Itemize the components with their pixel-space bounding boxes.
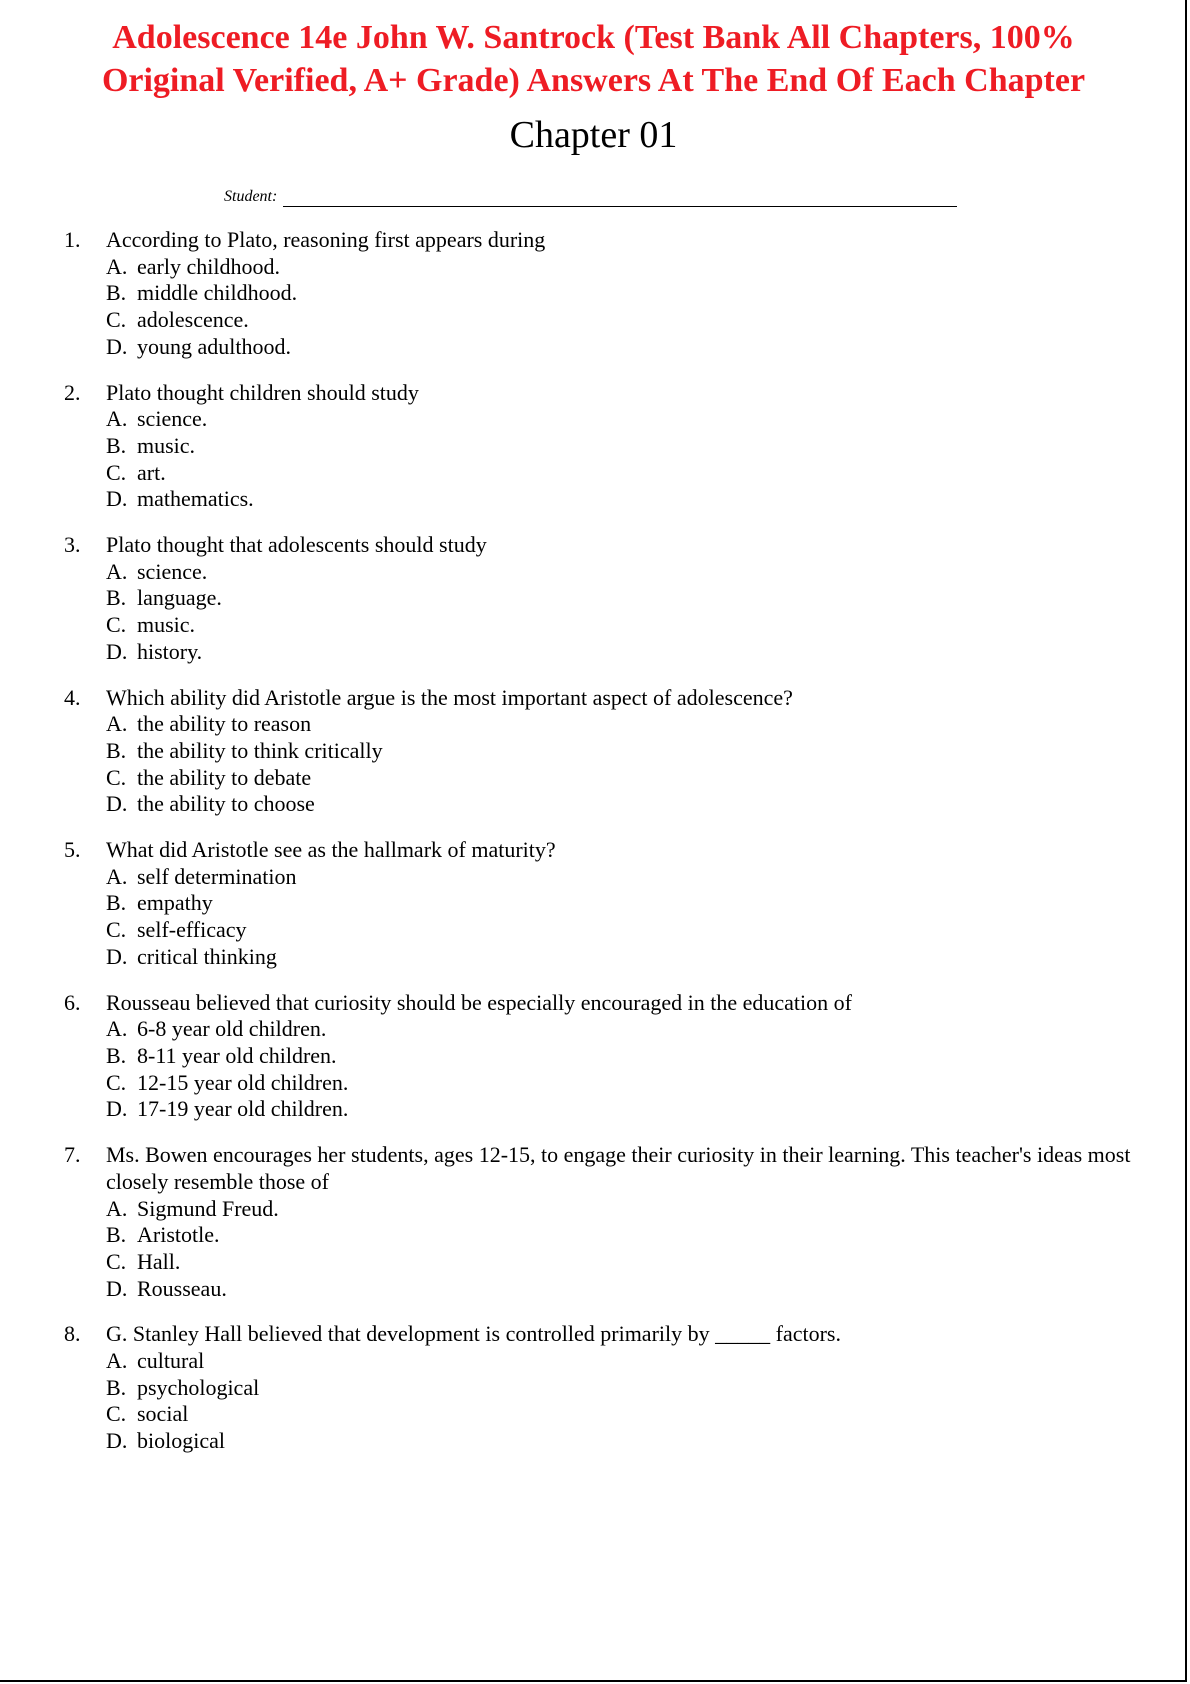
question-number: 4.: [64, 684, 81, 710]
question-item: [64, 380, 1154, 514]
option-text: the ability to reason: [137, 711, 312, 737]
answer-option: [106, 1096, 1154, 1123]
question-number: 1.: [64, 227, 81, 252]
question-number: 5.: [64, 837, 81, 863]
question-list: [64, 227, 1154, 1474]
option-text: art.: [137, 459, 166, 485]
option-text: Sigmund Freud.: [137, 1195, 279, 1221]
question-number: 6.: [64, 989, 81, 1015]
answer-option: [106, 1428, 1154, 1455]
question-item: [64, 1142, 1154, 1302]
option-letter: B.: [106, 280, 127, 306]
option-text: music.: [137, 612, 196, 638]
answer-option: [106, 254, 1154, 281]
option-text: Aristotle.: [137, 1222, 220, 1248]
answer-option: [106, 406, 1154, 433]
option-letter: B.: [106, 585, 127, 611]
student-name-row: [224, 183, 957, 207]
question-body: [106, 227, 1154, 361]
answer-option: [106, 486, 1154, 513]
answer-option: [106, 1401, 1154, 1428]
answer-option: [106, 1222, 1154, 1249]
question-text: Plato thought children should study: [106, 379, 419, 405]
question-body: [106, 837, 1154, 971]
option-text: early childhood.: [137, 253, 280, 279]
option-letter: D.: [106, 1275, 128, 1301]
option-text: 8-11 year old children.: [137, 1042, 337, 1068]
option-text: science.: [137, 558, 208, 584]
option-text: self determination: [137, 863, 297, 889]
option-letter: D.: [106, 943, 128, 969]
answer-option: [106, 1249, 1154, 1276]
option-letter: A.: [106, 558, 128, 584]
question-body: [106, 990, 1154, 1124]
option-letter: A.: [106, 711, 128, 737]
option-text: adolescence.: [137, 307, 249, 333]
question-body: [106, 532, 1154, 666]
option-text: 12-15 year old children.: [137, 1069, 349, 1095]
option-text: young adulthood.: [137, 333, 291, 359]
option-letter: C.: [106, 1248, 127, 1274]
chapter-heading: Chapter 01: [509, 114, 678, 156]
answer-option: [106, 917, 1154, 944]
option-letter: D.: [106, 791, 128, 817]
option-letter: D.: [106, 486, 128, 512]
question-item: [64, 1321, 1154, 1455]
question-text: Which ability did Aristotle argue is the most important aspect of adolescence?: [106, 684, 793, 710]
option-text: mathematics.: [137, 486, 254, 512]
option-text: empathy: [137, 890, 213, 916]
question-item: [64, 990, 1154, 1124]
answer-option: [106, 864, 1154, 891]
option-letter: B.: [106, 432, 127, 458]
answer-option: [106, 1016, 1154, 1043]
answer-option: [106, 738, 1154, 765]
answer-option: [106, 1348, 1154, 1375]
answer-option: [106, 765, 1154, 792]
option-letter: D.: [106, 1428, 128, 1454]
option-text: Hall.: [137, 1248, 181, 1274]
question-item: [64, 532, 1154, 666]
document-title: [20, 16, 1167, 102]
option-letter: A.: [106, 1348, 128, 1374]
option-text: the ability to debate: [137, 764, 312, 790]
answer-option: [106, 1375, 1154, 1402]
question-text: Plato thought that adolescents should study: [106, 532, 487, 558]
option-text: history.: [137, 638, 203, 664]
option-letter: C.: [106, 764, 127, 790]
answer-option: [106, 944, 1154, 971]
option-text: the ability to choose: [137, 791, 315, 817]
option-text: cultural: [137, 1348, 205, 1374]
option-letter: B.: [106, 1222, 127, 1248]
question-text: According to Plato, reasoning first appears during: [106, 227, 546, 252]
option-letter: D.: [106, 333, 128, 359]
answer-option: [106, 791, 1154, 818]
option-letter: B.: [106, 890, 127, 916]
answer-option: [106, 433, 1154, 460]
question-text: Rousseau believed that curiosity should be especially encouraged in the education of: [106, 989, 852, 1015]
option-text: 6-8 year old children.: [137, 1016, 327, 1042]
option-text: social: [137, 1401, 189, 1427]
question-body: [106, 1321, 1154, 1455]
option-letter: C.: [106, 1069, 127, 1095]
option-letter: A.: [106, 406, 128, 432]
answer-option: [106, 1276, 1154, 1303]
question-item: [64, 227, 1154, 361]
answer-option: [106, 711, 1154, 738]
answer-option: [106, 1070, 1154, 1097]
answer-option: [106, 1043, 1154, 1070]
question-number: 8.: [64, 1321, 81, 1347]
option-letter: D.: [106, 1096, 128, 1122]
title-line-1: Adolescence 14e John W. Santrock (Test Bank All Chapters, 100%: [112, 19, 1075, 56]
answer-option: [106, 890, 1154, 917]
option-letter: C.: [106, 459, 127, 485]
question-text: What did Aristotle see as the hallmark of maturity?: [106, 837, 556, 863]
question-body: [106, 685, 1154, 819]
question-text: Ms. Bowen encourages her students, ages 12-15, to engage their curiosity in their learning. This teacher's ideas most closely resemble those of: [106, 1142, 1131, 1194]
option-letter: B.: [106, 1042, 127, 1068]
option-text: psychological: [137, 1374, 260, 1400]
option-text: 17-19 year old children.: [137, 1096, 349, 1122]
answer-option: [106, 280, 1154, 307]
question-number: 3.: [64, 532, 81, 558]
question-text: G. Stanley Hall believed that development is controlled primarily by _____ factors.: [106, 1321, 841, 1347]
option-letter: A.: [106, 1016, 128, 1042]
option-text: critical thinking: [137, 943, 277, 969]
option-letter: C.: [106, 307, 127, 333]
question-item: [64, 837, 1154, 971]
option-letter: B.: [106, 1374, 127, 1400]
student-label: Student:: [224, 188, 278, 205]
option-text: music.: [137, 432, 196, 458]
option-text: the ability to think critically: [137, 737, 383, 763]
option-letter: B.: [106, 737, 127, 763]
option-letter: C.: [106, 1401, 127, 1427]
title-line-2: Original Verified, A+ Grade) Answers At The End Of Each Chapter: [101, 62, 1086, 99]
option-letter: C.: [106, 612, 127, 638]
student-name-blank-line: [283, 188, 957, 207]
answer-option: [106, 1196, 1154, 1223]
option-text: Rousseau.: [137, 1275, 227, 1301]
question-number: 7.: [64, 1142, 81, 1168]
option-letter: D.: [106, 638, 128, 664]
question-number: 2.: [64, 379, 81, 405]
option-letter: A.: [106, 1195, 128, 1221]
answer-option: [106, 639, 1154, 666]
option-letter: C.: [106, 917, 127, 943]
answer-option: [106, 612, 1154, 639]
option-text: language.: [137, 585, 222, 611]
option-text: self-efficacy: [137, 917, 247, 943]
option-text: biological: [137, 1428, 225, 1454]
option-letter: A.: [106, 253, 128, 279]
option-letter: A.: [106, 863, 128, 889]
answer-option: [106, 559, 1154, 586]
question-body: [106, 380, 1154, 514]
option-text: middle childhood.: [137, 280, 298, 306]
answer-option: [106, 460, 1154, 487]
answer-option: [106, 585, 1154, 612]
answer-option: [106, 307, 1154, 334]
option-text: science.: [137, 406, 208, 432]
question-item: [64, 685, 1154, 819]
answer-option: [106, 334, 1154, 361]
question-body: [106, 1142, 1154, 1302]
